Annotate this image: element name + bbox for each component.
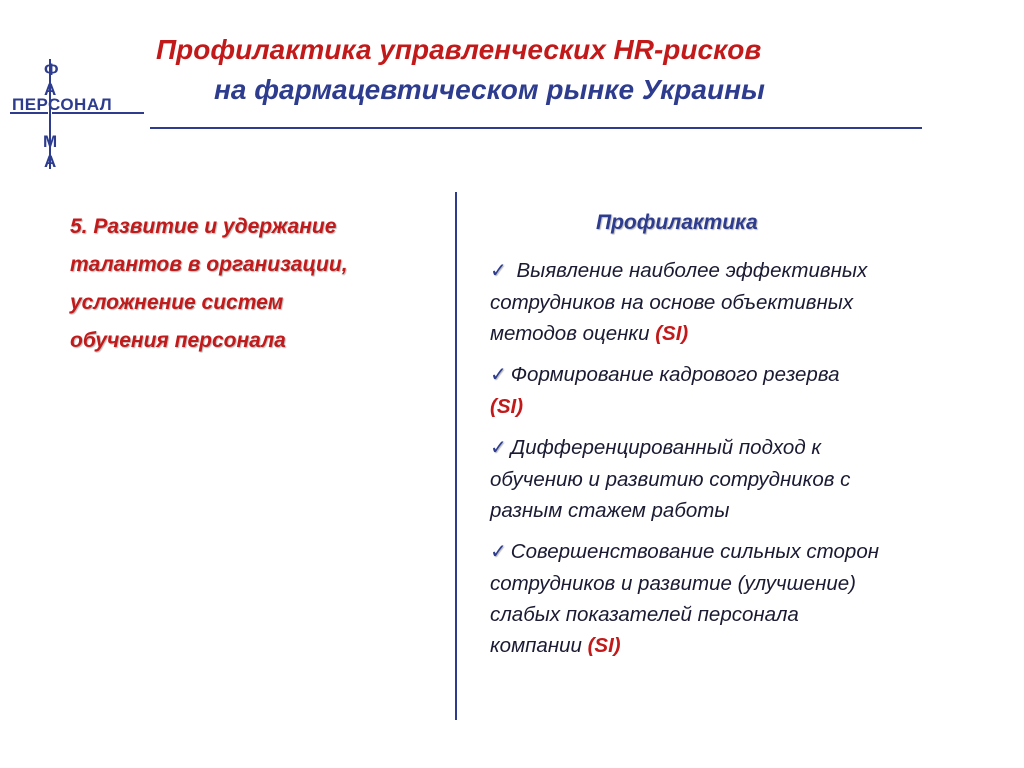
checkmark-icon: ✓ <box>490 364 507 386</box>
item-text: слабых показателей персонала <box>490 603 799 626</box>
si-tag: (SI) <box>655 322 689 345</box>
item-text: Дифференцированный подход к <box>510 436 822 459</box>
item-text: сотрудников на основе объективных <box>490 291 854 314</box>
prevention-item <box>490 536 990 661</box>
risk-heading-line: 5. Развитие и удержание <box>70 215 337 238</box>
logo-letter-f: Ф <box>44 60 59 79</box>
prevention-item <box>490 255 990 349</box>
page-title-line-2: на фармацевтическом рынке Украины <box>214 74 765 105</box>
item-text: компании <box>490 634 582 657</box>
item-text: Совершенствование сильных сторон <box>510 540 880 563</box>
checkmark-icon: ✓ <box>490 541 507 563</box>
logo-letter-a2: А <box>44 152 57 171</box>
checkmark-icon: ✓ <box>490 437 507 459</box>
item-text: Выявление наиболее эффективных <box>516 259 868 282</box>
page-title-line-1: Профилактика управленческих HR-рисков <box>156 34 762 65</box>
logo-word: ПЕРСОНАЛ <box>12 95 113 114</box>
risk-heading <box>70 208 440 360</box>
item-text: Формирование кадрового резерва <box>510 363 840 386</box>
item-text: методов оценки <box>490 322 650 345</box>
checkmark-icon: ✓ <box>490 260 507 282</box>
si-tag: (SI) <box>587 634 621 657</box>
risk-heading-line: обучения персонала <box>70 329 286 352</box>
prevention-item <box>490 359 990 422</box>
column-divider <box>455 192 457 720</box>
prevention-list <box>490 255 990 671</box>
item-text: обучению и развитию сотрудников с <box>490 468 851 491</box>
risk-heading-line: талантов в организации, <box>70 253 348 276</box>
logo-letter-m: М <box>43 132 58 151</box>
logo-letter-a: А <box>44 80 57 99</box>
prevention-heading: Профилактика <box>596 211 758 234</box>
item-text: разным стажем работы <box>490 499 730 522</box>
item-text: сотрудников и развитие (улучшение) <box>490 572 856 595</box>
risk-heading-line: усложнение систем <box>70 291 284 314</box>
title-underline <box>150 127 922 129</box>
prevention-item <box>490 432 990 526</box>
pharma-personal-logo <box>10 55 150 175</box>
si-tag: (SI) <box>490 395 524 418</box>
